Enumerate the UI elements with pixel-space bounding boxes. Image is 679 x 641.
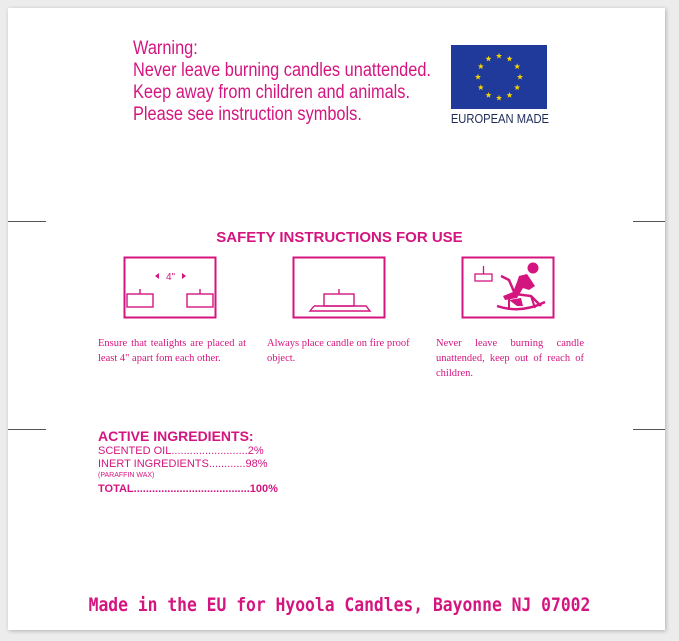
unattended-candle-icon bbox=[461, 256, 555, 319]
warning-line: Keep away from children and animals. bbox=[133, 82, 411, 103]
instruction-text: Always place candle on fire proof object. bbox=[267, 338, 410, 364]
eu-flag-icon bbox=[451, 45, 547, 109]
ingredient-total: TOTAL......................................100% bbox=[98, 483, 278, 495]
safety-title: SAFETY INSTRUCTIONS FOR USE bbox=[216, 229, 463, 246]
crop-mark bbox=[8, 429, 46, 430]
ingredient-inert: INERT INGREDIENTS............98% bbox=[98, 458, 268, 470]
warning-line: Never leave burning candles unattended. bbox=[133, 60, 431, 81]
ingredient-paraffin-note: (PARAFFIN WAX) bbox=[98, 472, 155, 479]
instruction-text: Ensure that tealights are placed at least 4" apart fom each other. bbox=[98, 338, 246, 364]
ingredients-title: ACTIVE INGREDIENTS: bbox=[98, 428, 254, 444]
ingredient-scented-oil: SCENTED OIL.........................2% bbox=[98, 445, 264, 457]
european-made-label: EUROPEAN MADE bbox=[450, 111, 550, 126]
warning-line: Please see instruction symbols. bbox=[133, 104, 362, 125]
crop-mark bbox=[633, 221, 665, 222]
fireproof-surface-icon bbox=[292, 256, 386, 319]
instruction-text: Never leave burning candle unattended, keep out of reach of children. bbox=[436, 338, 584, 379]
warning-line: Warning: bbox=[133, 38, 198, 59]
crop-mark bbox=[8, 221, 46, 222]
tealights-spacing-icon bbox=[123, 256, 217, 319]
spacing-label: 4" bbox=[165, 272, 176, 283]
crop-mark bbox=[633, 429, 665, 430]
footer-text: Made in the EU for Hyoola Candles, Bayonne NJ 07002 bbox=[88, 594, 591, 616]
warning-text bbox=[133, 38, 431, 126]
